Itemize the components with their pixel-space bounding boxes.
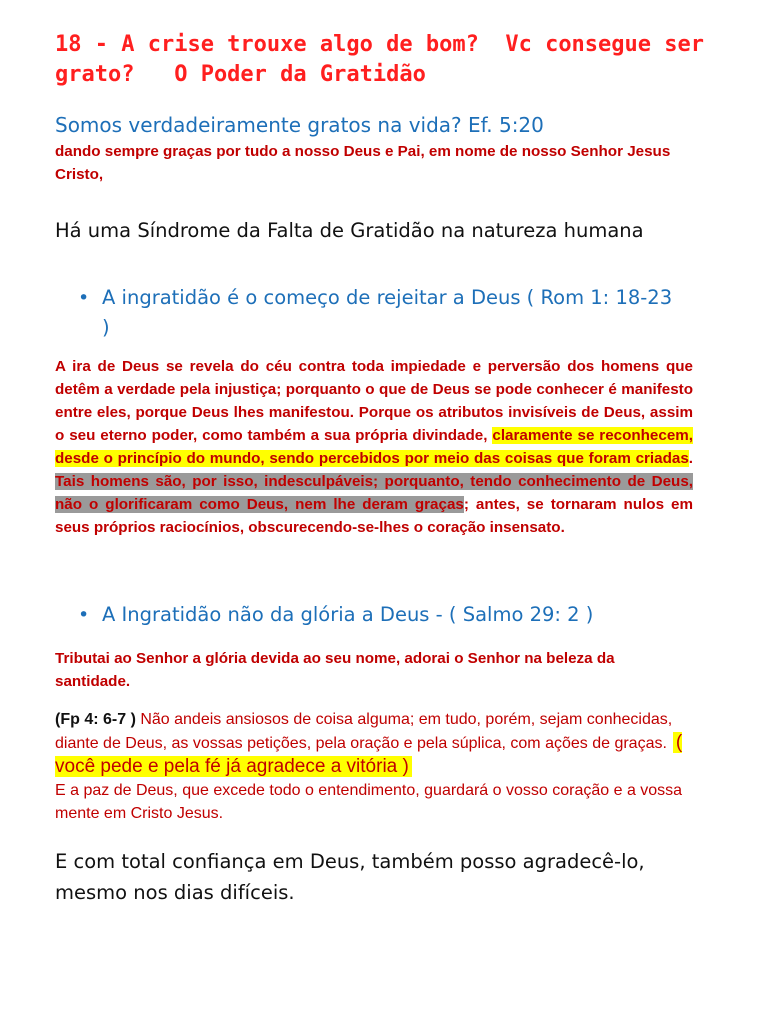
verse-romans-part-3: ; antes, se tornaram nulos em seus próprios raciocínios, obscurecendo-se-lhes o coração insensato. bbox=[55, 496, 693, 536]
bullet-item-2 bbox=[78, 600, 678, 630]
verse-ephesians: dando sempre graças por tudo a nosso Deus e Pai, em nome de nosso Senhor Jesus Cristo, bbox=[55, 143, 671, 183]
verse-romans-gray-highlight: Tais homens são, por isso, indesculpáveis; porquanto, tendo conhecimento de Deus, não o glorificaram como Deus, nem lhe deram graças bbox=[55, 473, 693, 513]
bullet-item-1-text: A ingratidão é o começo de rejeitar a Deus ( Rom 1: 18-23 ) bbox=[102, 286, 673, 339]
bullet-dot-icon: • bbox=[78, 604, 90, 626]
verse-philippians-reference: (Fp 4: 6-7 ) bbox=[55, 711, 136, 728]
main-statement: Há uma Síndrome da Falta de Gratidão na natureza humana bbox=[55, 219, 644, 242]
title-line-2: grato? O Poder da Gratidão bbox=[55, 62, 426, 87]
verse-romans-part-1: A ira de Deus se revela do céu contra toda impiedade e perversão dos homens que detêm a verdade pela injustiça; porquanto o que de Deus se pode conhecer é manifesto entre eles, porque Deus lhes manifestou. Porque os atributos invisíveis de Deus, assim o seu eterno poder, como também a sua própria divindade, bbox=[55, 358, 693, 444]
highlighted-note: ( você pede e pela fé já agradece a vitória ) bbox=[55, 732, 683, 777]
verse-psalm: Tributai ao Senhor a glória devida ao seu nome, adorai o Senhor na beleza da santidade. bbox=[55, 650, 615, 690]
verse-philippians bbox=[55, 708, 693, 825]
section-subtitle: Somos verdadeiramente gratos na vida? Ef. 5:20 bbox=[55, 113, 544, 137]
title-line-1: 18 - A crise trouxe algo de bom? Vc consegue ser bbox=[55, 32, 705, 57]
closing-statement: E com total confiança em Deus, também posso agradecê-lo, mesmo nos dias difíceis. bbox=[55, 850, 645, 904]
bullet-dot-icon: • bbox=[78, 287, 90, 309]
bullet-item-1 bbox=[78, 283, 678, 343]
verse-romans bbox=[55, 355, 693, 539]
verse-romans-part-2: . bbox=[688, 450, 693, 467]
verse-romans-yellow-highlight: claramente se reconhecem, desde o princípio do mundo, sendo percebidos por meio das coisas que foram criadas bbox=[55, 427, 693, 467]
page-title bbox=[55, 30, 705, 90]
verse-philippians-text-1: Não andeis ansiosos de coisa alguma; em tudo, porém, sejam conhecidas, diante de Deus, as vossas petições, pela oração e pela súplica, com ações de graças. bbox=[55, 711, 673, 752]
verse-philippians-text-2: E a paz de Deus, que excede todo o entendimento, guardará o vosso coração e a vossa mente em Cristo Jesus. bbox=[55, 782, 683, 822]
bullet-item-2-text: A Ingratidão não da glória a Deus - ( Salmo 29: 2 ) bbox=[102, 603, 594, 626]
